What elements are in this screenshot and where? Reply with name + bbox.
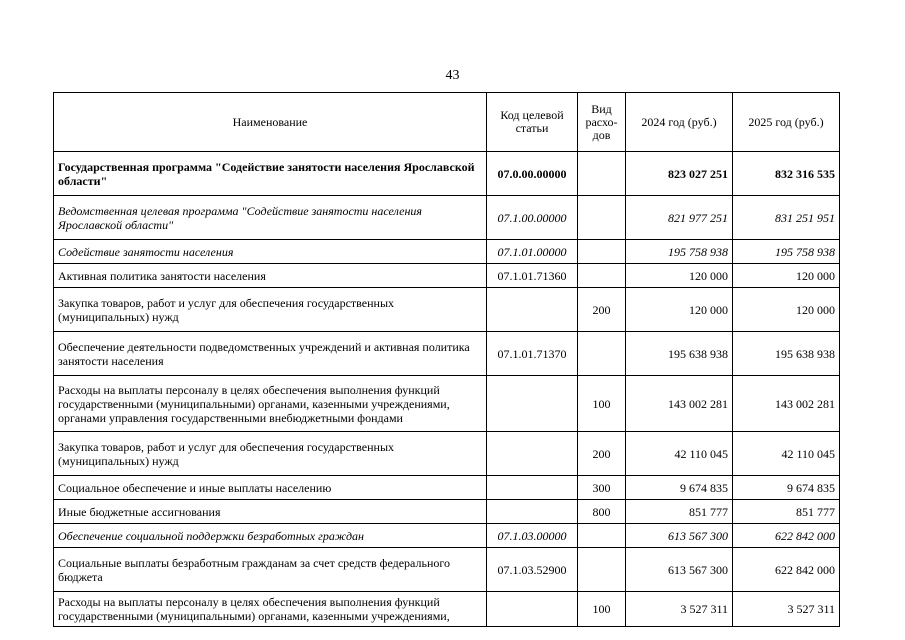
- cell-year-2025: 9 674 835: [733, 476, 840, 500]
- cell-name: Государственная программа "Содействие занятости населения Ярославской области": [54, 152, 487, 196]
- cell-year-2024: 823 027 251: [626, 152, 733, 196]
- cell-year-2025: 195 638 938: [733, 332, 840, 376]
- cell-year-2024: 821 977 251: [626, 196, 733, 240]
- cell-code: 07.1.00.00000: [487, 196, 578, 240]
- table-row: [54, 264, 840, 288]
- table-row: [54, 548, 840, 592]
- header-name: Наименование: [54, 93, 487, 152]
- cell-year-2024: 195 638 938: [626, 332, 733, 376]
- cell-name: Социальные выплаты безработным гражданам за счет средств федерального бюджета: [54, 548, 487, 592]
- cell-year-2024: 120 000: [626, 288, 733, 332]
- cell-code: [487, 476, 578, 500]
- cell-expense-type: [578, 524, 626, 548]
- header-code: Код целевой статьи: [487, 93, 578, 152]
- cell-name: Содействие занятости населения: [54, 240, 487, 264]
- cell-year-2025: 831 251 951: [733, 196, 840, 240]
- cell-year-2025: 195 758 938: [733, 240, 840, 264]
- header-expense-type: Вид расхо-дов: [578, 93, 626, 152]
- cell-year-2025: 832 316 535: [733, 152, 840, 196]
- cell-year-2024: 613 567 300: [626, 548, 733, 592]
- cell-code: [487, 592, 578, 627]
- table-row: [54, 524, 840, 548]
- cell-expense-type: [578, 240, 626, 264]
- table-row: [54, 476, 840, 500]
- cell-year-2025: 120 000: [733, 264, 840, 288]
- cell-year-2024: 195 758 938: [626, 240, 733, 264]
- cell-year-2024: 3 527 311: [626, 592, 733, 627]
- cell-name: Ведомственная целевая программа "Содействие занятости населения Ярославской области": [54, 196, 487, 240]
- cell-year-2025: 622 842 000: [733, 548, 840, 592]
- cell-code: 07.0.00.00000: [487, 152, 578, 196]
- cell-code: [487, 432, 578, 476]
- table-row: [54, 592, 840, 627]
- cell-name: Обеспечение социальной поддержки безработных граждан: [54, 524, 487, 548]
- header-year-2025: 2025 год (руб.): [733, 93, 840, 152]
- cell-code: [487, 376, 578, 432]
- cell-name: Активная политика занятости населения: [54, 264, 487, 288]
- cell-name: Социальное обеспечение и иные выплаты населению: [54, 476, 487, 500]
- cell-code: [487, 500, 578, 524]
- cell-code: [487, 288, 578, 332]
- table-row: [54, 432, 840, 476]
- table-row: [54, 332, 840, 376]
- cell-year-2025: 143 002 281: [733, 376, 840, 432]
- cell-expense-type: 800: [578, 500, 626, 524]
- table-row: [54, 376, 840, 432]
- cell-name: Расходы на выплаты персоналу в целях обеспечения выполнения функций государственными (муниципальными) органами, казенными учреждениями, органами управления государственными внебюджетными фондами: [54, 376, 487, 432]
- cell-expense-type: 200: [578, 432, 626, 476]
- table-body: [54, 152, 840, 627]
- cell-code: 07.1.01.00000: [487, 240, 578, 264]
- cell-code: 07.1.03.52900: [487, 548, 578, 592]
- cell-year-2025: 3 527 311: [733, 592, 840, 627]
- cell-year-2024: 613 567 300: [626, 524, 733, 548]
- header-year-2024: 2024 год (руб.): [626, 93, 733, 152]
- cell-code: 07.1.03.00000: [487, 524, 578, 548]
- table-row: [54, 288, 840, 332]
- cell-year-2025: 622 842 000: [733, 524, 840, 548]
- cell-year-2024: 42 110 045: [626, 432, 733, 476]
- cell-expense-type: 100: [578, 376, 626, 432]
- cell-expense-type: [578, 332, 626, 376]
- cell-expense-type: [578, 548, 626, 592]
- cell-name: Закупка товаров, работ и услуг для обеспечения государственных (муниципальных) нужд: [54, 432, 487, 476]
- cell-expense-type: [578, 196, 626, 240]
- cell-name: Закупка товаров, работ и услуг для обеспечения государственных (муниципальных) нужд: [54, 288, 487, 332]
- cell-year-2025: 120 000: [733, 288, 840, 332]
- cell-year-2025: 42 110 045: [733, 432, 840, 476]
- cell-name: Расходы на выплаты персоналу в целях обеспечения выполнения функций государственными (муниципальными) органами, казенными учреждениями,: [54, 592, 487, 627]
- cell-expense-type: [578, 264, 626, 288]
- cell-expense-type: 100: [578, 592, 626, 627]
- cell-year-2024: 120 000: [626, 264, 733, 288]
- cell-name: Обеспечение деятельности подведомственных учреждений и активная политика занятости населения: [54, 332, 487, 376]
- cell-name: Иные бюджетные ассигнования: [54, 500, 487, 524]
- cell-code: 07.1.01.71370: [487, 332, 578, 376]
- table-row: [54, 152, 840, 196]
- cell-expense-type: [578, 152, 626, 196]
- table-row: [54, 500, 840, 524]
- cell-code: 07.1.01.71360: [487, 264, 578, 288]
- cell-expense-type: 200: [578, 288, 626, 332]
- cell-year-2025: 851 777: [733, 500, 840, 524]
- table-row: [54, 196, 840, 240]
- page-number: 43: [445, 68, 460, 83]
- table-header-row: [54, 93, 840, 152]
- table-row: [54, 240, 840, 264]
- cell-year-2024: 9 674 835: [626, 476, 733, 500]
- cell-year-2024: 851 777: [626, 500, 733, 524]
- budget-table: [53, 92, 840, 627]
- cell-year-2024: 143 002 281: [626, 376, 733, 432]
- cell-expense-type: 300: [578, 476, 626, 500]
